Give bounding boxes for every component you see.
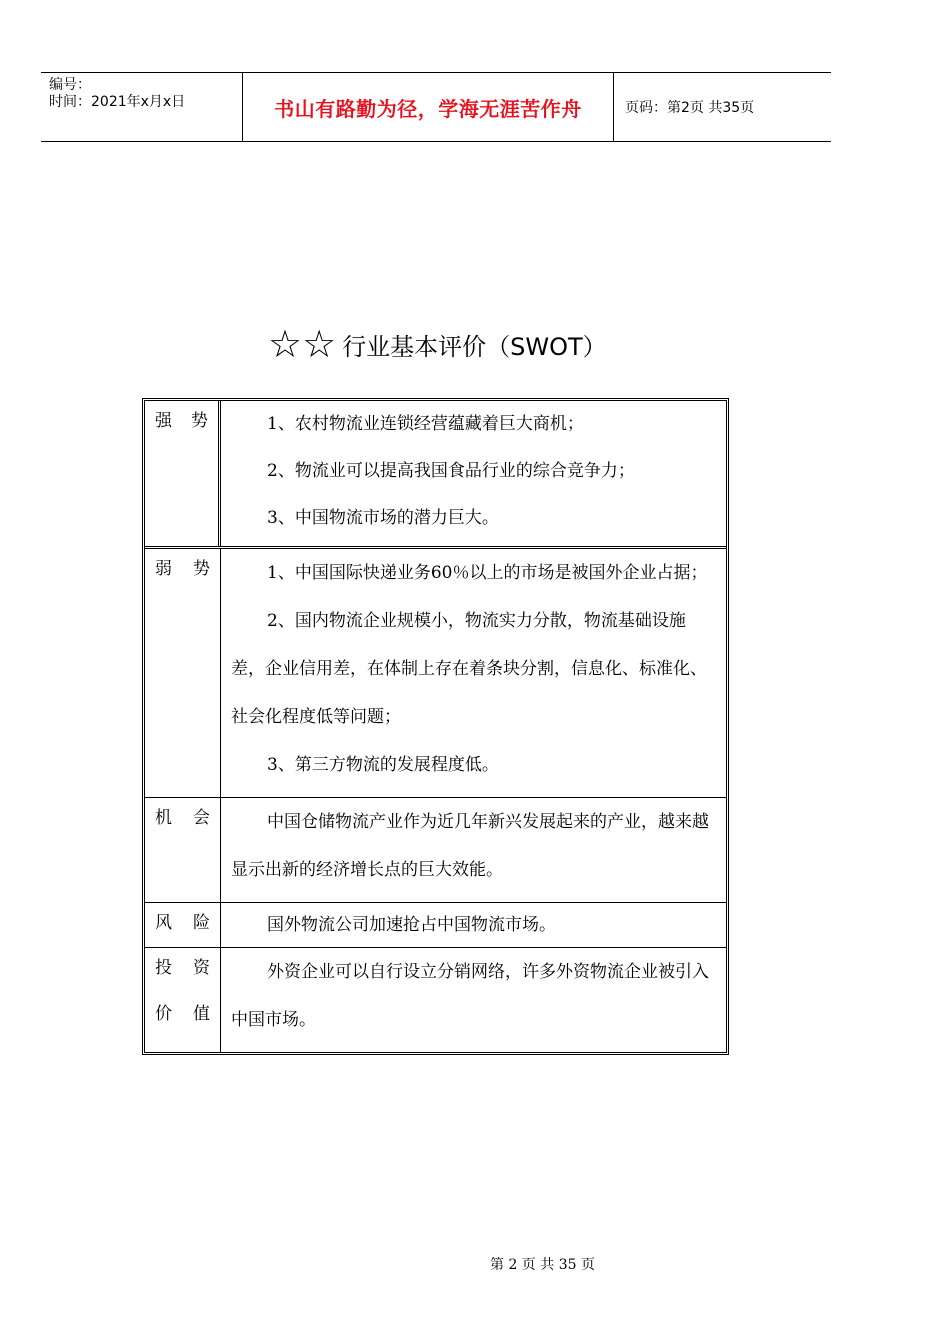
star-icon: ☆☆ <box>268 322 337 366</box>
list-item: 3、中国物流市场的潜力巨大。 <box>267 508 499 528</box>
row-content <box>221 401 726 546</box>
list-item: 1、农村物流业连锁经营蕴藏着巨大商机； <box>267 414 584 434</box>
swot-row-opportunities <box>145 798 726 903</box>
row-label: 风 险 <box>145 903 221 947</box>
page-header <box>41 72 831 142</box>
row-content <box>221 903 726 947</box>
row-label: 弱 势 <box>145 549 221 797</box>
swot-table <box>142 398 729 1055</box>
row-content <box>221 948 726 1052</box>
row-label: 投 资 价 值 <box>145 948 221 1052</box>
header-motto: 书山有路勤为径，学海无涯苦作舟 <box>274 96 582 121</box>
section-title-text: 行业基本评价（SWOT） <box>342 332 607 361</box>
swot-row-strengths <box>145 401 726 549</box>
list-item: 中国仓储物流产业作为近几年新兴发展起来的产业，越来越显示出新的经济增长点的巨大效能。 <box>231 812 709 880</box>
list-item: 2、物流业可以提高我国食品行业的综合竞争力； <box>267 461 635 481</box>
swot-row-weaknesses <box>145 549 726 798</box>
serial-label: 编号： <box>49 77 91 93</box>
header-meta <box>49 77 185 111</box>
list-item: 3、第三方物流的发展程度低。 <box>267 755 499 775</box>
row-content <box>221 798 726 902</box>
section-title <box>268 322 607 366</box>
list-item: 1、中国国际快递业务60％以上的市场是被国外企业占据； <box>267 563 708 583</box>
list-item: 2、国内物流企业规模小，物流实力分散，物流基础设施差，企业信用差，在体制上存在着条块分割，信息化、标准化、社会化程度低等问题； <box>231 611 707 727</box>
swot-row-investment <box>145 948 726 1052</box>
page-footer: 第 2 页 共 35 页 <box>490 1257 595 1273</box>
time-label: 时间：2021年x月x日 <box>49 94 186 110</box>
swot-row-threats <box>145 903 726 948</box>
list-item: 外资企业可以自行设立分销网络，许多外资物流企业被引入中国市场。 <box>231 962 709 1030</box>
header-page-label: 页码：第2页 共35页 <box>625 100 755 116</box>
row-label: 机 会 <box>145 798 221 902</box>
row-content <box>221 549 726 797</box>
row-label: 强 势 <box>145 401 221 546</box>
list-item: 国外物流公司加速抢占中国物流市场。 <box>267 915 556 935</box>
header-divider <box>613 73 614 141</box>
